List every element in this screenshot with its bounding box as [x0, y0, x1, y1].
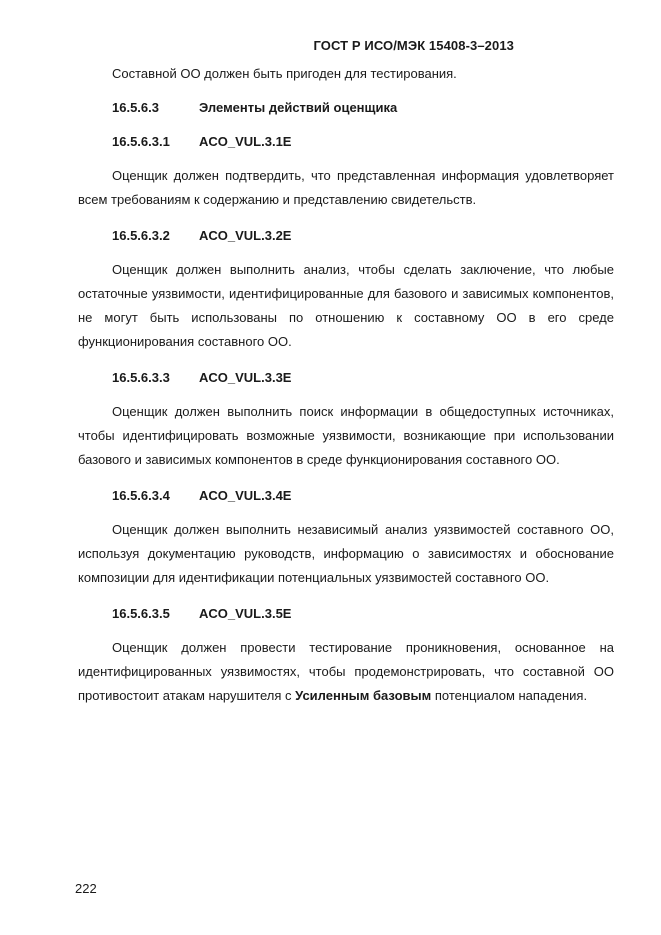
element-number: 16.5.6.3.5 — [112, 606, 170, 621]
element-paragraph: Оценщик должен выполнить независимый анализ уязвимостей составного ОО, используя документацию руководств, информацию о зависимостях и обоснование композиции для идентификации потенциальных уязвимостей составного ОО. — [78, 522, 614, 585]
element-code: ACO_VUL.3.4E — [199, 488, 292, 503]
element-code: ACO_VUL.3.5E — [199, 606, 292, 621]
element-heading — [78, 366, 614, 390]
element-heading — [78, 224, 614, 248]
standard-code-header: ГОСТ Р ИСО/МЭК 15408-3–2013 — [313, 38, 514, 53]
document-body — [78, 62, 614, 708]
page-number: 222 — [75, 881, 97, 896]
paragraph-text: Оценщик должен провести тестирование проникновения, основанное на идентифицированных уязвимостях, чтобы продемонстрировать, что составной ОО противостоит атакам нарушителя с — [78, 640, 614, 703]
element-number: 16.5.6.3.4 — [112, 488, 170, 503]
element-code: ACO_VUL.3.2E — [199, 228, 292, 243]
element-number: 16.5.6.3.1 — [112, 134, 170, 149]
section-number: 16.5.6.3 — [112, 100, 159, 115]
element-code: ACO_VUL.3.3E — [199, 370, 292, 385]
paragraph-bold-text: Усиленным базовым — [295, 688, 432, 703]
intro-paragraph: Составной ОО должен быть пригоден для тестирования. — [112, 66, 457, 81]
element-paragraph — [78, 636, 614, 708]
element-paragraph: Оценщик должен выполнить анализ, чтобы сделать заключение, что любые остаточные уязвимости, идентифицированные для базового и зависимых компонентов, не могут быть использованы по отношению к составному ОО в его среде функционирования составного ОО. — [78, 262, 614, 349]
element-heading — [78, 602, 614, 626]
paragraph-text: потенциалом нападения. — [431, 688, 588, 703]
section-title: Элементы действий оценщика — [199, 100, 398, 115]
element-number: 16.5.6.3.3 — [112, 370, 170, 385]
element-heading — [78, 484, 614, 508]
element-number: 16.5.6.3.2 — [112, 228, 170, 243]
element-paragraph: Оценщик должен подтвердить, что представленная информация удовлетворяет всем требованиям к содержанию и представлению свидетельств. — [78, 168, 614, 207]
element-paragraph: Оценщик должен выполнить поиск информации в общедоступных источниках, чтобы идентифицировать возможные уязвимости, возникающие при использовании базового и зависимых компонентов в среде функционирования составного ОО. — [78, 404, 614, 467]
section-heading — [78, 96, 614, 120]
element-code: ACO_VUL.3.1E — [199, 134, 292, 149]
element-heading — [78, 130, 614, 154]
